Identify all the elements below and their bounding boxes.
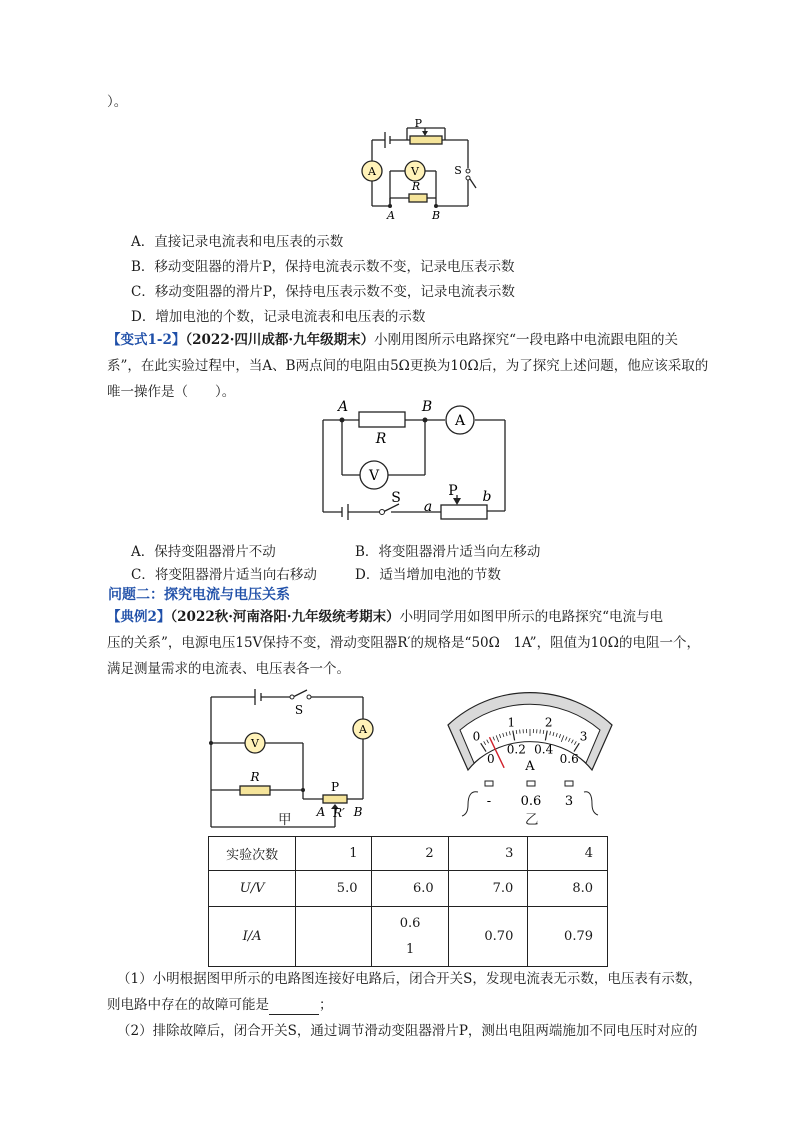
dial-outer-label: 3 <box>579 729 588 744</box>
node-a-label: A <box>337 399 349 415</box>
terminal-3: 3 <box>564 794 574 809</box>
ammeter-label: A <box>359 723 367 736</box>
example-source: （2022秋·河南洛阳·九年级统考期末） <box>170 609 400 625</box>
q1-option-a: A．直接记录电流表和电压表的示数 <box>131 234 344 250</box>
table-row <box>209 837 608 871</box>
dial-inner-label: 0 <box>486 752 495 767</box>
end-b-label: b <box>482 489 492 505</box>
section-heading: 问题二：探究电流与电压关系 <box>108 587 290 603</box>
circuit-diagram-2 <box>315 395 525 530</box>
table-header-cell: 3 <box>448 837 528 871</box>
q2-option-a: A．保持变阻器滑片不动 <box>131 544 276 560</box>
end-a-label: a <box>423 499 433 515</box>
q2-line2: 系”，在此实验过程中，当A、B两点间的电阻由5Ω更换为10Ω后，为了探究上述问题，他应该采取的 <box>107 358 709 374</box>
sub-question-1a: （1）小明根据图甲所示的电路图连接好电路后，闭合开关S，发现电流表无示数，电压表有示数， <box>117 971 702 987</box>
table-row-label: U/V <box>209 871 296 907</box>
table-header-cell: 1 <box>296 837 372 871</box>
q2-stem <box>107 327 715 405</box>
slider-label: P <box>448 483 458 499</box>
table-row <box>209 907 608 967</box>
example-line2: 压的关系”，电源电压15V保持不变，滑动变阻器R′的规格是“50Ω 1A”，阻值为10Ω的电阻一个， <box>107 635 700 651</box>
dial-outer-label: 0 <box>472 729 481 744</box>
node-a-label: A <box>316 805 326 819</box>
table-header-cell: 实验次数 <box>209 837 296 871</box>
ammeter-label: A <box>368 165 376 178</box>
dial-outer-label: 1 <box>507 715 516 730</box>
terminal-negative: - <box>486 794 492 809</box>
voltmeter-label: V <box>251 737 259 750</box>
node-a-label: A <box>387 209 395 222</box>
table-cell <box>296 907 372 967</box>
q1-option-c: C．移动变阻器的滑片P，保持电压表示数不变，记录电流表示数 <box>131 284 515 300</box>
table-cell: 8.0 <box>528 871 608 907</box>
resistor-label: R <box>250 770 260 784</box>
q2-option-b: B．将变阻器滑片适当向左移动 <box>355 544 541 560</box>
voltmeter-label: V <box>411 165 419 178</box>
switch-label: S <box>454 164 462 177</box>
dial-outer-label: 2 <box>544 715 553 730</box>
switch-label: S <box>391 490 401 506</box>
dial-inner-label: 0.2 <box>506 742 526 757</box>
table-header-cell: 4 <box>528 837 608 871</box>
terminal-0-6: 0.6 <box>520 794 542 809</box>
dial-inner-label: 0.4 <box>534 742 554 757</box>
figure-jia-caption: 甲 <box>278 812 292 828</box>
example-line3: 满足测量需求的电流表、电压表各一个。 <box>107 661 350 677</box>
answer-blank[interactable] <box>269 1000 319 1015</box>
q2-line3: 唯一操作是（ ）。 <box>107 384 236 400</box>
resistor-label: R <box>375 431 387 447</box>
figure-yi-ammeter <box>440 690 620 820</box>
q2-source: （2022·四川成都·九年级期末） <box>185 332 375 348</box>
table-row-label: I/A <box>209 907 296 967</box>
data-table <box>208 836 608 967</box>
sub-question-2: （2）排除故障后，闭合开关S，通过调节滑动变阻器滑片P，测出电阻两端施加不同电压时对应的 <box>117 1023 698 1039</box>
slider-label: P <box>330 780 340 794</box>
sub-question-1b-end: ； <box>319 997 333 1013</box>
table-cell: 0.70 <box>448 907 528 967</box>
node-b-label: B <box>421 399 433 415</box>
circuit-diagram-1 <box>350 118 490 226</box>
table-header-cell: 2 <box>372 837 448 871</box>
dial-inner-label: 0.6 <box>559 752 579 767</box>
table-cell: 0.79 <box>528 907 608 967</box>
table-cell: 7.0 <box>448 871 528 907</box>
figure-jia-circuit <box>195 685 395 835</box>
q2-option-d: D．适当增加电池的节数 <box>355 567 501 583</box>
q1-option-b: B．移动变阻器的滑片P，保持电流表示数不变，记录电压表示数 <box>131 259 515 275</box>
q1-option-d: D．增加电池的个数，记录电流表和电压表的示数 <box>131 309 426 325</box>
example-stem <box>107 604 715 682</box>
sub-question-1b <box>107 995 333 1015</box>
node-b-label: B <box>353 805 363 819</box>
rheostat-label: R′ <box>333 806 345 820</box>
table-cell: 6.0 <box>372 871 448 907</box>
resistor-label: R <box>411 180 421 193</box>
q2-tag: 【变式1-2】 <box>107 332 186 348</box>
ammeter-label: A <box>454 413 466 429</box>
switch-label: S <box>294 703 304 717</box>
sub-question-1b-text: 则电路中存在的故障可能是 <box>107 997 269 1013</box>
figure-yi-caption: 乙 <box>525 812 539 828</box>
table-cell: 5.0 <box>296 871 372 907</box>
table-row <box>209 871 608 907</box>
voltmeter-label: V <box>368 468 380 484</box>
q2-line1: 小刚用图所示电路探究“一段电路中电流跟电阻的关 <box>374 332 679 348</box>
dial-unit: A <box>525 759 535 774</box>
top-fragment: ）。 <box>107 94 128 110</box>
q2-option-c: C．将变阻器滑片适当向右移动 <box>131 567 317 583</box>
table-cell: 0.6 1 <box>372 907 448 967</box>
example-line1: 小明同学用如图甲所示的电路探究“电流与电 <box>399 609 664 625</box>
example-tag: 【典例2】 <box>107 609 171 625</box>
slider-label: P <box>414 118 422 130</box>
node-b-label: B <box>431 209 441 222</box>
